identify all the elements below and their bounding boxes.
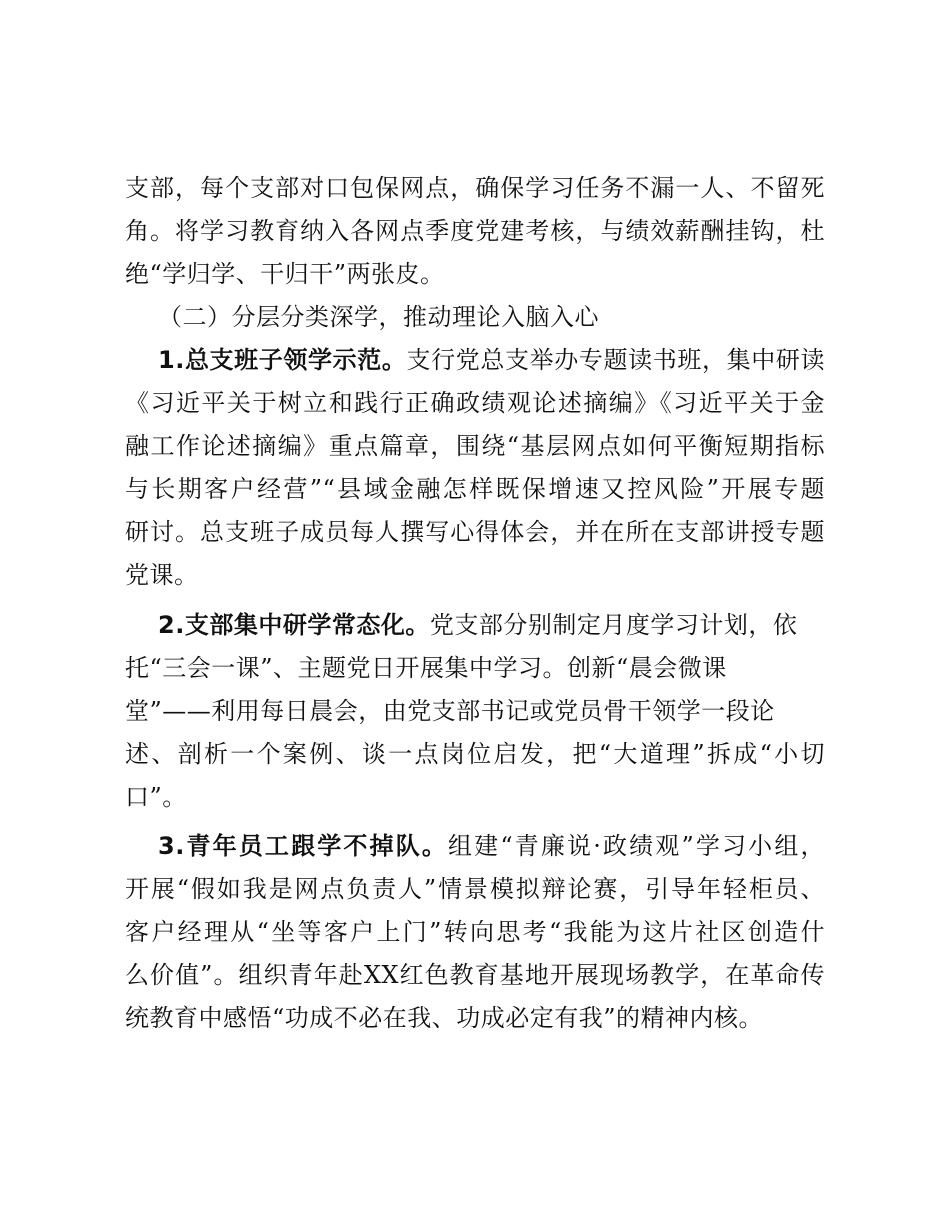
text-line: 堂”——利用每日晨会，由党支部书记或党员骨干领学一段论 — [125, 697, 775, 725]
item2-title: 2.支部集中研学常态化。 — [158, 611, 430, 639]
text-line: 客户经理从“坐等客户上门”转向思考“我能为这片社区创造什 — [125, 918, 825, 946]
text-line: 角。将学习教育纳入各网点季度党建考核，与绩效薪酬挂钩，杜 — [125, 217, 825, 245]
item1-first-line — [158, 338, 825, 382]
item2-first-line — [158, 603, 798, 647]
text-line: 《习近平关于树立和践行正确政绩观论述摘编》《习近平关于金 — [125, 389, 825, 417]
text-line: 与长期客户经营”“县域金融怎样既保增速又控风险”开展专题 — [125, 475, 825, 503]
text-line: 述、剖析一个案例、谈一点岗位启发，把“大道理”拆成“小切 — [125, 740, 825, 768]
text-line: 口”。 — [125, 783, 187, 811]
text-line: 么价值”。组织青年赴XX红色教育基地开展现场教学，在革命传 — [125, 961, 825, 989]
text-line: 支部，每个支部对口包保网点，确保学习任务不漏一人、不留死 — [125, 174, 825, 202]
text-line: 研讨。总支班子成员每人撰写心得体会，并在所在支部讲授专题 — [125, 518, 825, 546]
text-line: 党课。 — [125, 561, 199, 589]
text-line: 托“三会一课”、主题党日开展集中学习。创新“晨会微课 — [125, 654, 727, 682]
text-line: 绝“学归学、干归干”两张皮。 — [125, 260, 445, 288]
item2-first-line-text: 党支部分别制定月度学习计划，依 — [429, 611, 798, 639]
item3-first-line-text: 组建“青廉说·政绩观”学习小组， — [448, 832, 825, 860]
section-heading: （二）分层分类深学，推动理论入脑入心 — [158, 303, 599, 331]
item1-title: 1.总支班子领学示范。 — [158, 346, 407, 374]
text-line: 开展“假如我是网点负责人”情景模拟辩论赛，引导年轻柜员、 — [125, 875, 825, 903]
item3-first-line — [158, 824, 825, 868]
item3-title: 3.青年员工跟学不掉队。 — [158, 832, 449, 860]
text-line: 统教育中感悟“功成不必在我、功成必定有我”的精神内核。 — [125, 1004, 764, 1032]
text-line: 融工作论述摘编》重点篇章，围绕“基层网点如何平衡短期指标 — [125, 432, 825, 460]
item1-first-line-text: 支行党总支举办专题读书班，集中研读 — [406, 346, 825, 374]
